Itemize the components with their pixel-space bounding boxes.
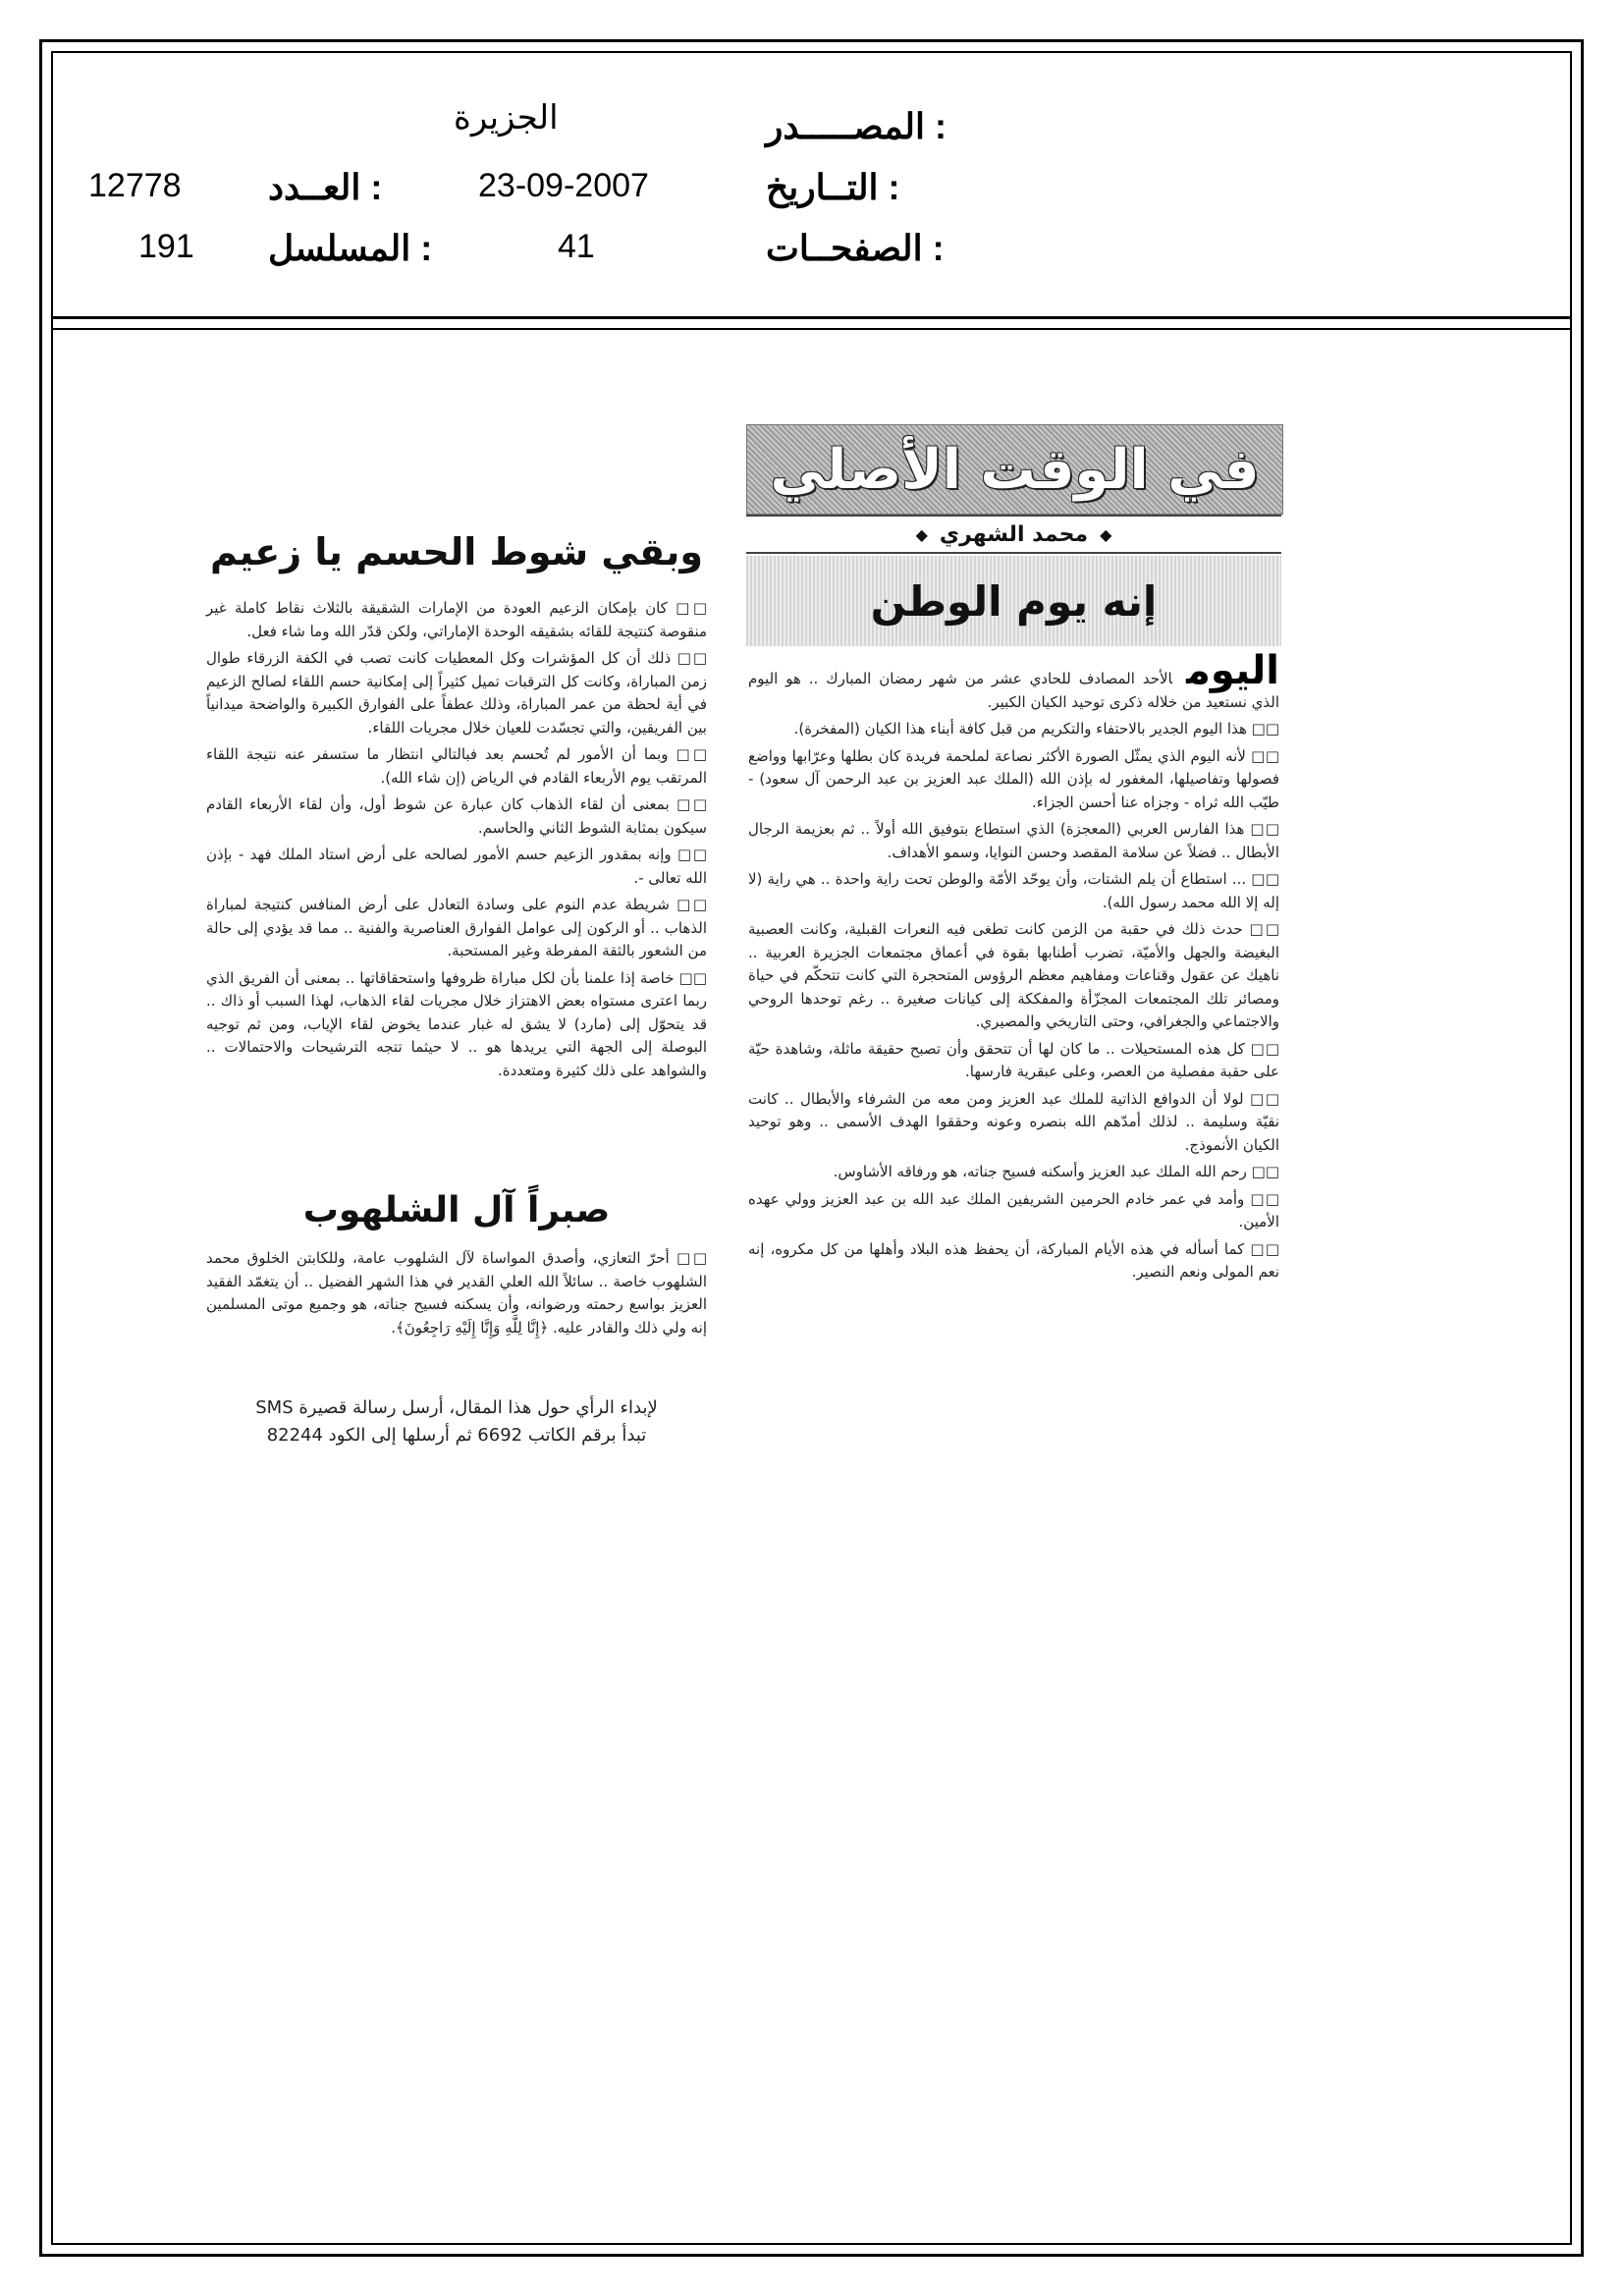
serial-value: 191 xyxy=(138,228,194,265)
paragraph: □□ وبما أن الأمور لم تُحسم بعد فبالتالي انتظار ما ستسفر عنه نتيجة اللقاء المرتقب يوم الأربعاء القادم في الرياض (إن شاء الله). xyxy=(206,745,707,787)
paragraph: □□ كما أسأله في هذه الأيام المباركة، أن يحفظ هذه البلاد وأهلها من كل مكروه، إنه نعم المولى ونعم النصير. xyxy=(748,1239,1279,1281)
diamond-icon: ◆ xyxy=(1100,524,1112,544)
column-banner xyxy=(746,424,1283,515)
source-value: الجزيرة xyxy=(454,99,559,137)
paragraph: □□ شريطة عدم النوم على وسادة التعادل على أرض المنافس كنتيجة لمباراة الذهاب .. أو الركون إلى عوامل الفوارق العناصرية والفنية .. مما قد يؤدي إلى حالة من الشعور بالثقة المفرطة وغير المستحبة. xyxy=(206,896,707,959)
paragraph: □□ هذا الفارس العربي (المعجزة) الذي استطاع بتوفيق الله أولاً .. ثم بعزيمة الرجال الأبطال .. فضلاً عن سلامة المقصد وحسن النوايا، وسمو الأهداف. xyxy=(748,820,1279,861)
author-bar xyxy=(746,515,1281,554)
paragraph: □□ حدث ذلك في حقبة من الزمن كانت تطغى فيه النعرات القبلية، وكانت العصبية البغيضة والجهل والأميّة، تضرب أطنابها بقوة في أعماق مجتمعات الجزيرة العربية .. ناهيك عن عقول وقناعات ومفاهيم معظم الرؤوس المتحجرة التي كانت تتحكّم في حياة ومصائر تلك المجتمعات المجزّأة والمفككة إلى كيانات صغيرة .. رغم توحدها الروحي والاجتماعي والجغرافي، وحتى التاريخي والمصيري. xyxy=(748,920,1279,1030)
serial-label: المسلسل : xyxy=(268,228,433,268)
article-subtitle: إنه يوم الوطن xyxy=(870,576,1158,626)
left-article-body xyxy=(206,597,707,1086)
sms-note xyxy=(206,1394,707,1449)
paragraph: □□ لأنه اليوم الذي يمثّل الصورة الأكثر نصاعة لملحمة فريدة كان بطلها وعرّابها وواضع فصولها وتفاصيلها، المغفور له بإذن الله (الملك عبد العزيز بن عبد الرحمن آل سعود) - طيّب الله ثراه - وجزاه عنا أحسن الجزاء. xyxy=(748,746,1279,811)
lead-word: اليوم xyxy=(1186,648,1279,693)
pages-value: 41 xyxy=(558,228,595,265)
issue-label: العــدد : xyxy=(268,167,383,207)
paragraph: □□ هذا اليوم الجدير بالاحتفاء والتكريم من قبل كافة أبناء هذا الكيان (المفخرة). xyxy=(793,720,1279,738)
headline-condolence: صبراً آل الشلهوب xyxy=(302,1190,611,1230)
article-subtitle-box xyxy=(746,556,1281,646)
paragraph: □□ رحم الله الملك عبد العزيز وأسكنه فسيح جناته، هو ورفاقه الأشاوس. xyxy=(833,1163,1279,1180)
paragraph: اليومالأحد المصادف للحادي عشر من شهر رمضان المبارك .. هو اليوم الذي نستعيد من خلاله ذكرى توحيد الكيان الكبير. xyxy=(748,648,1279,711)
paragraph: □□ وأمد في عمر خادم الحرمين الشريفين الملك عبد الله بن عبد العزيز وولي عهده الأمين. xyxy=(748,1189,1279,1230)
paragraph: □□ أحرّ التعازي، وأصدق المواساة لآل الشلهوب عامة، وللكابتن الخلوق محمد الشلهوب خاصة .. سائلاً الله العلي القدير في هذا الشهر الفضيل .. أن يتغمّد الفقيد العزيز بواسع رحمته ورضوانه، وأن يسكنه فسيح جناته، هو وجميع موتى المسلمين إنه ولي ذلك والقادر عليه. ﴿إِنَّا لِلَّهِ وَإِنَّا إِلَيْهِ رَاجِعُونَ﴾. xyxy=(206,1249,707,1337)
author-name: محمد الشهري xyxy=(939,521,1089,547)
paragraph: □□ كل هذه المستحيلات .. ما كان لها أن تتحقق وأن تصبح حقيقة ماثلة، وشاهدة حيّة على حقبة مفصلية من العصر، وعلى عبقرية فارسها. xyxy=(748,1039,1279,1080)
paragraph: □□ بمعنى أن لقاء الذهاب كان عبارة عن شوط أول، وأن لقاء الأربعاء القادم سيكون بمثابة الشوط الثاني والحاسم. xyxy=(206,795,707,837)
source-label: المصـــــدر : xyxy=(766,106,947,146)
paragraph: □□ لولا أن الدوافع الذاتية للملك عبد العزيز ومن معه من الشرفاء والأبطال .. كانت نقيّة وسليمة .. لذلك أمدّهم الله بنصره وعونه وحققوا الهدف الأسمى .. وهو توحيد الكيان الأنموذج. xyxy=(748,1089,1279,1154)
condolence-body xyxy=(206,1247,707,1343)
column-banner-title: في الوقت الأصلي xyxy=(770,437,1260,502)
pages-label: الصفحــات : xyxy=(766,228,945,268)
date-value: 23-09-2007 xyxy=(478,167,649,204)
right-article-body xyxy=(748,648,1279,1288)
header-divider xyxy=(51,316,1572,319)
paragraph: □□ كان بإمكان الزعيم العودة من الإمارات الشقيقة بالثلاث نقاط كاملة غير منقوصة كنتيجة للقائه بشقيقه الوحدة الإماراتي، ولكن قدّر الله وما شاء فعل. xyxy=(206,599,707,640)
paragraph: □□ خاصة إذا علمنا بأن لكل مباراة ظروفها واستحقاقاتها .. بمعنى أن الفريق الذي ربما اعترى مستواه بعض الاهتزاز خلال مجريات لقاء الذهاب، لهذا السبب أو ذاك .. قد يتحوّل إلى (مارد) لا يشق له غبار عندما يخوض لقاء الإياب، ومن ثم توجيه البوصلة إلى الجهة التي يريدها هو .. لا حيثما تتجه الترشيحات والاحتمالات .. والشواهد على ذلك كثيرة ومتعددة. xyxy=(206,968,707,1079)
paragraph: □□ ... استطاع أن يلم الشتات، وأن يوحّد الأمّة والوطن تحت راية واحدة .. هي راية (لا إله إلا الله محمد رسول الله). xyxy=(748,870,1279,911)
diamond-icon: ◆ xyxy=(915,524,928,544)
sms-line: لإبداء الرأي حول هذا المقال، أرسل رسالة قصيرة SMS xyxy=(255,1397,658,1418)
paragraph: □□ وإنه بمقدور الزعيم حسم الأمور لصالحه على أرض استاد الملك فهد - بإذن الله تعالى -. xyxy=(206,846,707,887)
headline-main: وبقي شوط الحسم يا زعيم xyxy=(209,530,704,574)
paragraph: □□ ذلك أن كل المؤشرات وكل المعطيات كانت تصب في الكفة الزرقاء طوال زمن المباراة، وكانت كل الترقبات تميل كثيراً إلى إمكانية حسم اللقاء لصالح الزعيم في أية لحظة من عمر المباراة، وذلك عطفاً على الفوارق الكبيرة والواضحة ميدانياً بين الفريقين، والتي تجسّدت للعيان خلال مجريات اللقاء. xyxy=(206,649,707,737)
header-divider-inner xyxy=(51,328,1572,330)
sms-line: تبدأ برقم الكاتب 6692 ثم أرسلها إلى الكود 82244 xyxy=(266,1425,647,1446)
issue-value: 12778 xyxy=(88,167,182,204)
date-label: التــاريخ : xyxy=(766,167,900,207)
